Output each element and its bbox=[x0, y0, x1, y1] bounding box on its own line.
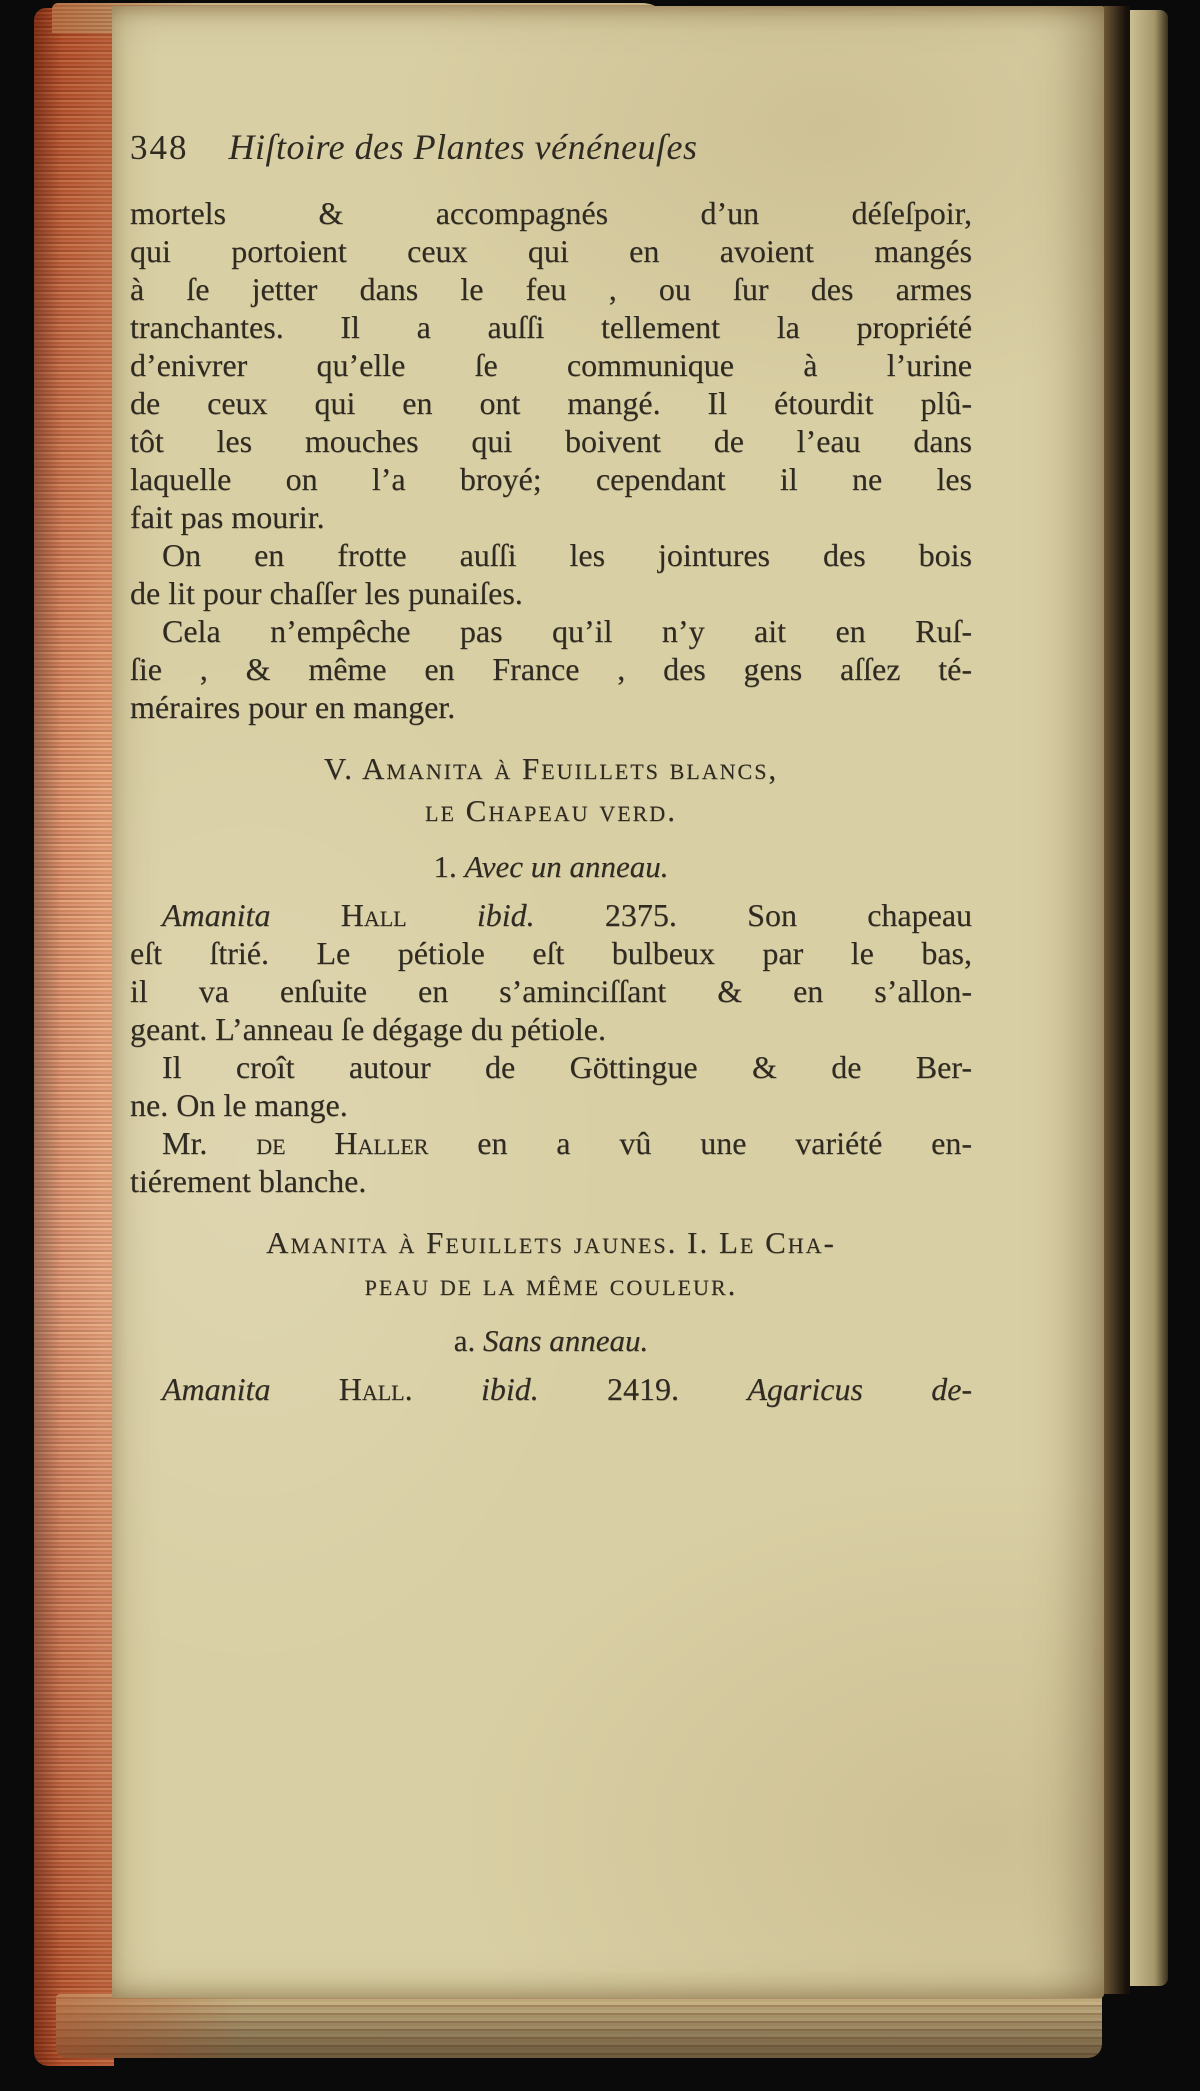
page-number: 348 bbox=[130, 128, 189, 167]
text-line: fait pas mourir. bbox=[130, 499, 325, 535]
reference-number: 2419. bbox=[607, 1371, 680, 1407]
author-abbrev: Hall. bbox=[338, 1371, 413, 1407]
text-line: mortels & accompagnés d’un déſeſpoir, bbox=[130, 195, 972, 231]
person-name: de Haller bbox=[256, 1125, 429, 1161]
subheading-number: 1. bbox=[433, 849, 457, 884]
section-heading: le Chapeau verd. bbox=[425, 793, 677, 828]
text-line: tranchantes. Il a auſſi tellement la propriété bbox=[130, 309, 972, 345]
text-line: à ſe jetter dans le feu , ou ſur des armes bbox=[130, 271, 972, 307]
text-line: ſie , & même en France , des gens aſſez té- bbox=[130, 651, 972, 687]
text-segment: Mr. bbox=[162, 1125, 208, 1161]
text-segment: en a vû une variété en- bbox=[477, 1125, 973, 1161]
text-line: méraires pour en manger. bbox=[130, 689, 456, 725]
text-line: Cela n’empêche pas qu’il n’y ait en Ruſ- bbox=[162, 613, 972, 649]
species-name: Amanita bbox=[162, 1371, 271, 1407]
subheading bbox=[130, 848, 972, 886]
text-line: geant. L’anneau ſe dégage du pétiole. bbox=[130, 1011, 606, 1047]
section-heading: V. Amanita à Feuillets blancs, bbox=[323, 751, 779, 786]
text-line: laquelle on l’a broyé; cependant il ne les bbox=[130, 461, 972, 497]
text-line bbox=[130, 896, 972, 934]
text-line bbox=[130, 1124, 972, 1162]
text-line: de lit pour chaſſer les punaiſes. bbox=[130, 575, 523, 611]
section-heading: Amanita à Feuillets jaunes. I. Le Cha- bbox=[266, 1225, 836, 1260]
species-synonym: Agaricus de- bbox=[747, 1371, 973, 1407]
text-segment: 2375. Son chapeau bbox=[604, 897, 973, 933]
subheading-title: Avec un anneau. bbox=[464, 849, 669, 884]
reference-abbrev: ibid. bbox=[476, 897, 535, 933]
section-heading: peau de la même couleur. bbox=[364, 1267, 738, 1302]
text-line: il va enſuite en s’aminciſſant & en s’allon- bbox=[130, 973, 972, 1009]
text-block bbox=[130, 194, 972, 1408]
book-fore-edge bbox=[34, 8, 114, 2066]
text-line: de ceux qui en ont mangé. Il étourdit plû- bbox=[130, 385, 972, 421]
text-line bbox=[130, 1370, 972, 1408]
subheading-title: Sans anneau. bbox=[482, 1323, 649, 1358]
text-line: tôt les mouches qui boivent de l’eau dans bbox=[130, 423, 972, 459]
text-line: eſt ſtrié. Le pétiole eſt bulbeux par le bas, bbox=[130, 935, 972, 971]
text-line: qui portoient ceux qui en avoient mangés bbox=[130, 233, 972, 269]
text-line: tiérement blanche. bbox=[130, 1163, 367, 1199]
book-bottom-edge bbox=[56, 1994, 1102, 2058]
subheading bbox=[130, 1322, 972, 1360]
running-title: Hiſtoire des Plantes vénéneuſes bbox=[228, 127, 698, 167]
page-header bbox=[130, 126, 974, 168]
text-line: ne. On le mange. bbox=[130, 1087, 348, 1123]
subheading-letter: a. bbox=[453, 1323, 476, 1358]
page-gutter-shadow bbox=[1104, 6, 1130, 1994]
facing-page-sliver bbox=[1130, 10, 1168, 1986]
author-abbrev: Hall bbox=[340, 897, 407, 933]
text-line: d’enivrer qu’elle ſe communique à l’urine bbox=[130, 347, 972, 383]
reference-abbrev: ibid. bbox=[480, 1371, 539, 1407]
species-name: Amanita bbox=[162, 897, 271, 933]
text-line: Il croît autour de Göttingue & de Ber- bbox=[162, 1049, 972, 1085]
text-line: On en frotte auſſi les jointures des bois bbox=[162, 537, 972, 573]
